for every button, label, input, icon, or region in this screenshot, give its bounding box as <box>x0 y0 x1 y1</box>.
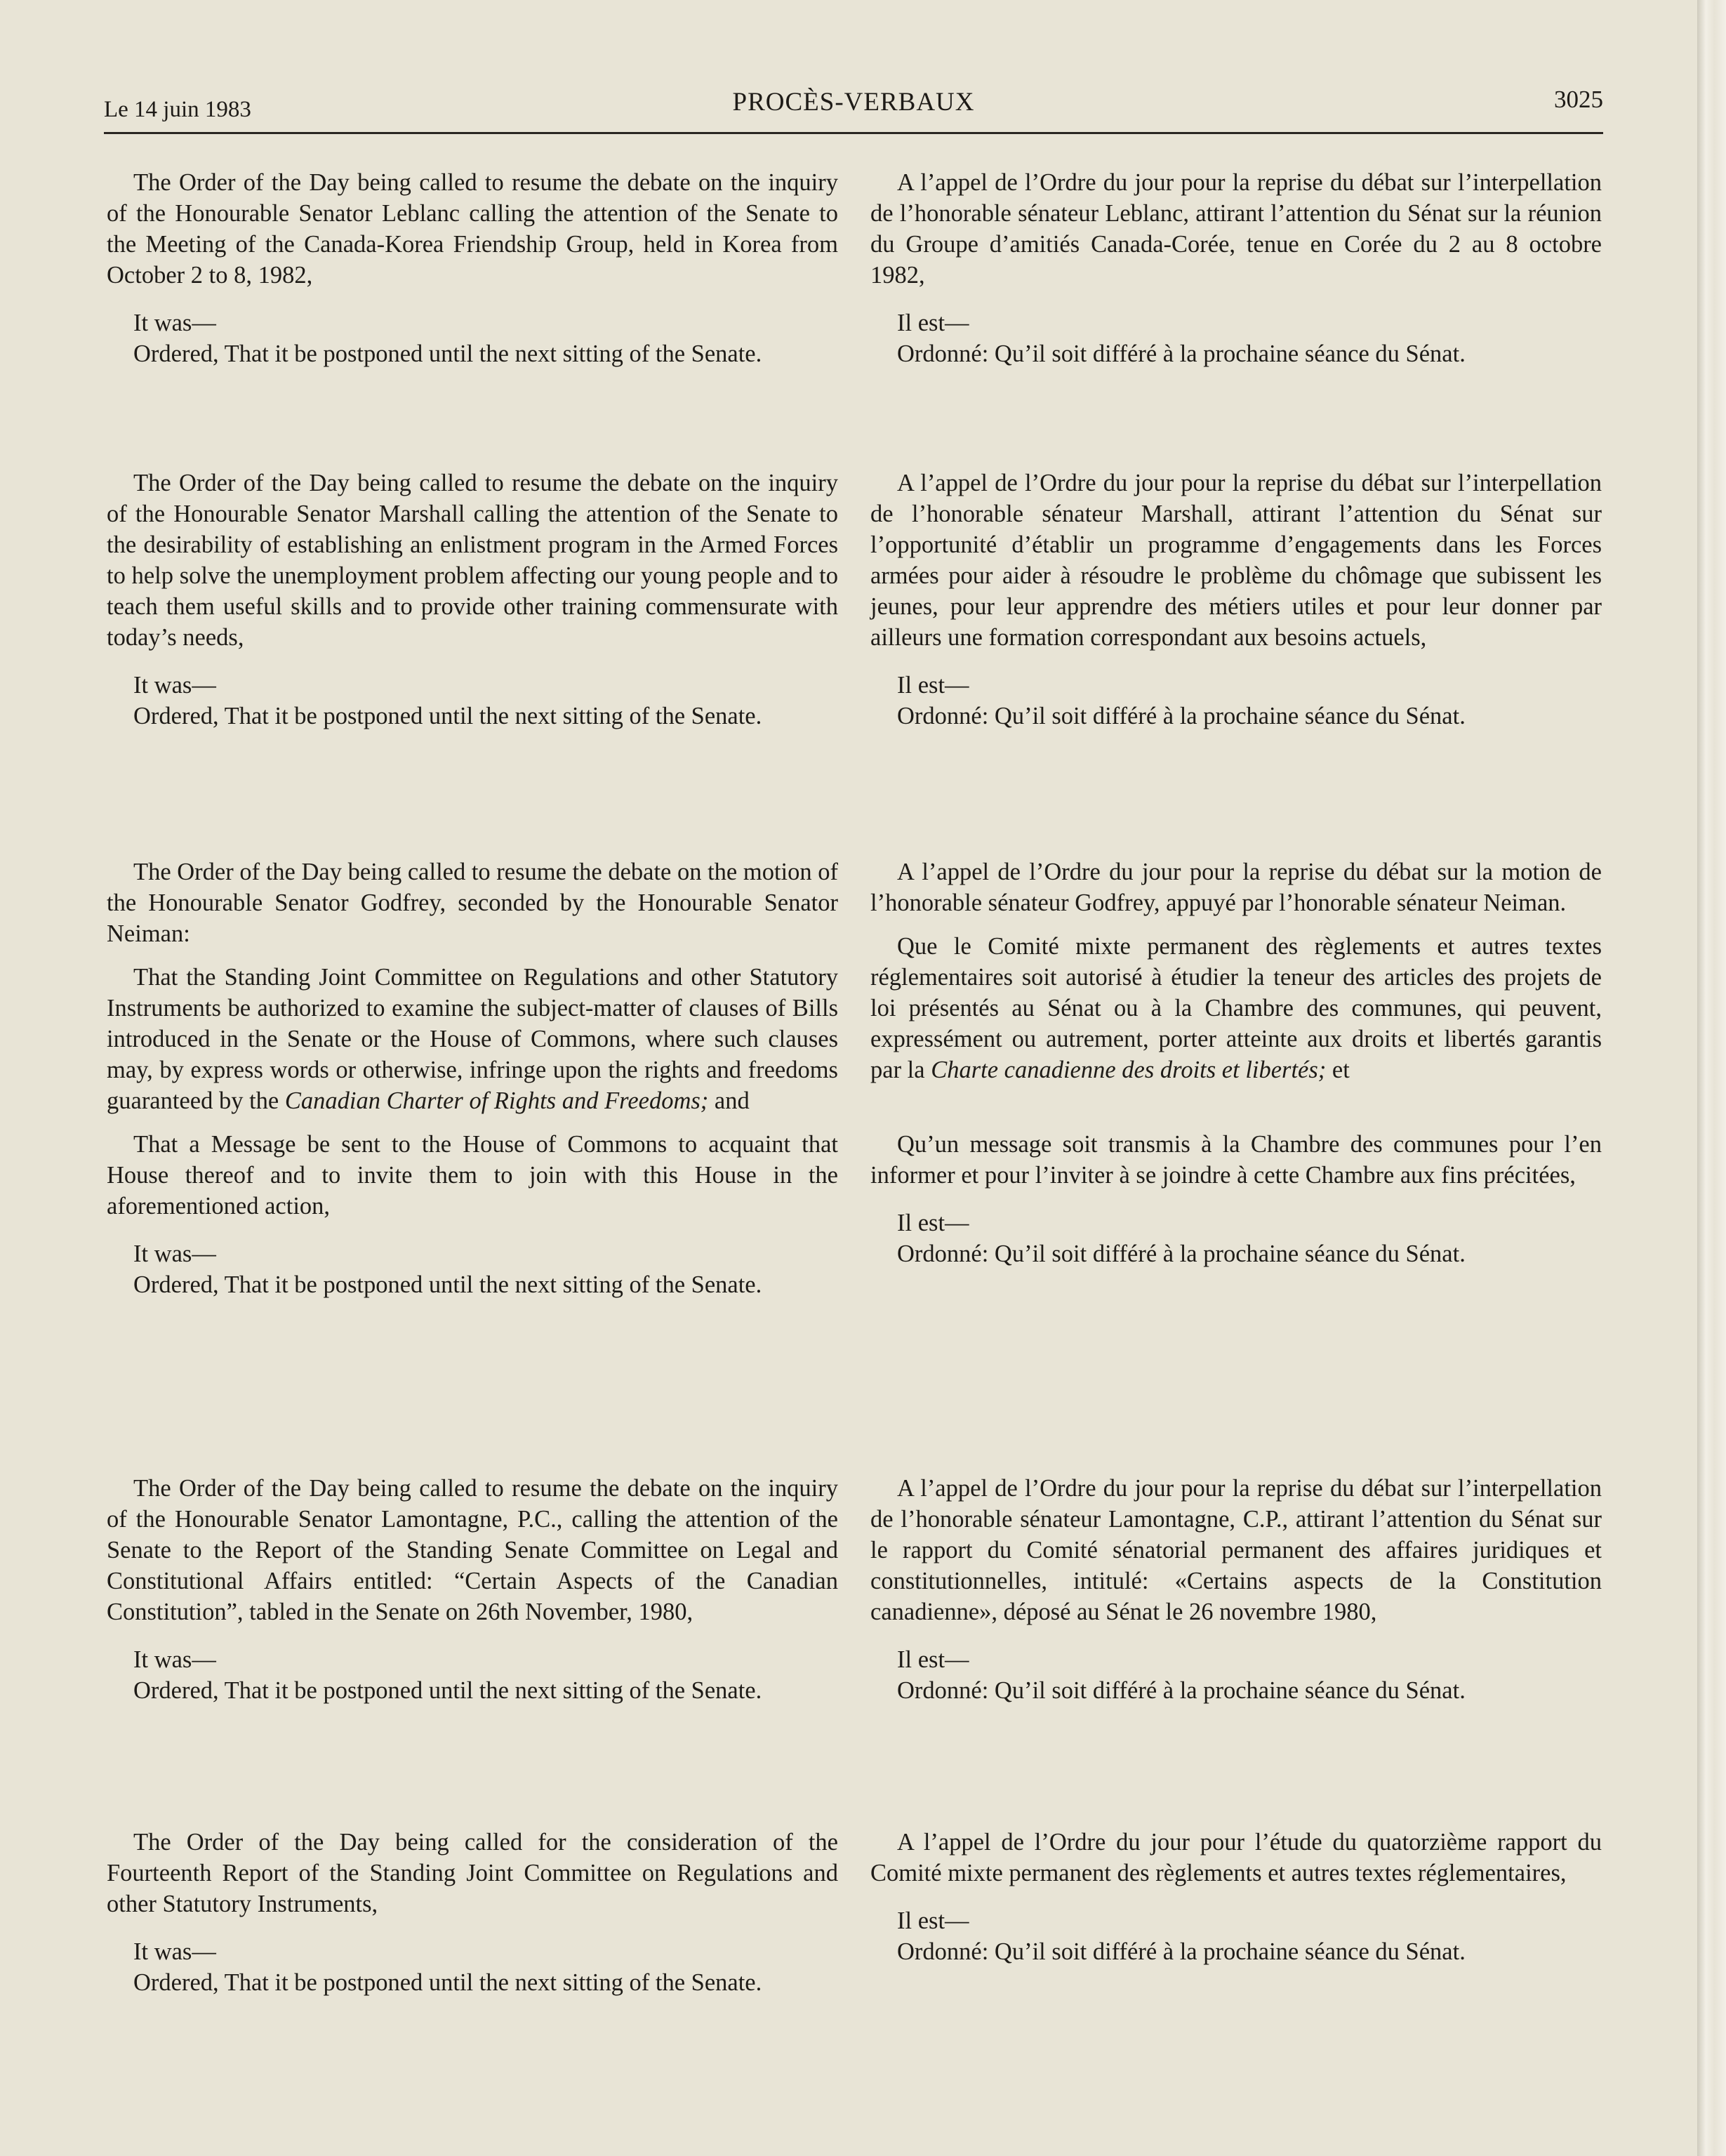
entry-resolution <box>107 670 838 732</box>
it-was-label: It was— <box>133 1241 216 1267</box>
entry-resolution <box>107 1936 838 1998</box>
ordonne-text: Ordonné: Qu’il soit différé à la prochaine séance du Sénat. <box>897 340 1466 367</box>
motion-paragraph-1: Que le Comité mixte permanent des règlements et autres textes réglementaires soit autorisé à étudier la teneur des articles des projets de loi présentés au Sénat ou à la Chambre des communes, qui peuvent, expressément ou autrement, porter atteinte aux droits et libertés garantis par la Charte canadienne des droits et libertés; et <box>870 933 1602 1083</box>
ordered-text: Ordered, That it be postponed until the next sitting of the Senate. <box>133 1677 762 1704</box>
il-est-label: Il est— <box>897 310 969 336</box>
ordonne-text: Ordonné: Qu’il soit différé à la prochaine séance du Sénat. <box>897 1677 1466 1704</box>
entry-leblanc-en <box>107 167 838 369</box>
ordonne-text: Ordonné: Qu’il soit différé à la prochaine séance du Sénat. <box>897 1241 1466 1267</box>
motion-paragraph-2: Qu’un message soit transmis à la Chambre des communes pour l’en informer et pour l’inviter à se joindre à cette Chambre aux fins précitées, <box>870 1131 1602 1189</box>
entry-intro: A l’appel de l’Ordre du jour pour la reprise du débat sur l’interpellation de l’honorable sénateur Marshall, attirant l’attention du Sénat sur l’opportunité d’établir un programme d’engagements dans les Forces armées pour aider à résoudre le problème du chômage que subissent les jeunes, pour leur apprendre des métiers utiles et pour leur donner par ailleurs une formation correspondant aux besoins actuels, <box>870 470 1602 651</box>
il-est-label: Il est— <box>897 672 969 699</box>
it-was-label: It was— <box>133 672 216 699</box>
entry-intro: The Order of the Day being called to resume the debate on the motion of the Honourable Senator Godfrey, seconded by the Honourable Senator Neiman: <box>107 859 838 947</box>
ordonne-text: Ordonné: Qu’il soit différé à la prochaine séance du Sénat. <box>897 1938 1466 1965</box>
entry-marshall-fr <box>870 468 1602 732</box>
entry-intro: A l’appel de l’Ordre du jour pour la reprise du débat sur l’interpellation de l’honorable sénateur Leblanc, attirant l’attention du Sénat sur la réunion du Groupe d’amitiés Canada-Corée, tenue en Corée du 2 au 8 octobre 1982, <box>870 169 1602 289</box>
ordered-text: Ordered, That it be postponed until the next sitting of the Senate. <box>133 1271 762 1298</box>
it-was-label: It was— <box>133 1938 216 1965</box>
entry-resolution <box>870 1905 1602 1967</box>
page-header <box>104 83 1603 134</box>
page-number: 3025 <box>1554 86 1603 113</box>
entry-resolution <box>107 1238 838 1300</box>
entry-godfrey-en <box>107 857 838 1300</box>
entry-lamontagne-fr <box>870 1473 1602 1706</box>
entry-intro: The Order of the Day being called to resume the debate on the inquiry of the Honourable Senator Leblanc calling the attention of the Senate to the Meeting of the Canada-Korea Friendship Group, held in Korea from October 2 to 8, 1982, <box>107 169 838 289</box>
page-stack-edge <box>1697 0 1726 2156</box>
ordonne-text: Ordonné: Qu’il soit différé à la prochaine séance du Sénat. <box>897 703 1466 729</box>
entry-fourteenth-report-en <box>107 1827 838 1998</box>
il-est-label: Il est— <box>897 1646 969 1673</box>
entry-resolution <box>107 307 838 369</box>
entry-godfrey-fr <box>870 857 1602 1269</box>
motion-paragraph-1: That the Standing Joint Committee on Regulations and other Statutory Instruments be authorized to examine the subject-matter of clauses of Bills introduced in the Senate or the House of Commons, where such clauses may, by express words or otherwise, infringe upon the rights and freedoms guaranteed by the Canadian Charter of Rights and Freedoms; and <box>107 964 838 1114</box>
motion-paragraph-2: That a Message be sent to the House of Commons to acquaint that House thereof and to invite them to join with this House in the aforementioned action, <box>107 1131 838 1219</box>
entry-leblanc-fr <box>870 167 1602 369</box>
entry-resolution <box>870 670 1602 732</box>
ordered-text: Ordered, That it be postponed until the next sitting of the Senate. <box>133 1969 762 1996</box>
entry-intro: The Order of the Day being called to resume the debate on the inquiry of the Honourable Senator Lamontagne, P.C., calling the attention of the Senate to the Report of the Standing Senate Committee on Legal and Constitutional Affairs entitled: “Certain Aspects of the Canadian Constitution”, tabled in the Senate on 26th November, 1980, <box>107 1475 838 1625</box>
entry-fourteenth-report-fr <box>870 1827 1602 1967</box>
il-est-label: Il est— <box>897 1210 969 1236</box>
il-est-label: Il est— <box>897 1907 969 1934</box>
entry-resolution <box>870 307 1602 369</box>
header-date: Le 14 juin 1983 <box>104 97 251 122</box>
entry-intro: A l’appel de l’Ordre du jour pour l’étude du quatorzième rapport du Comité mixte permanent des règlements et autres textes réglementaires, <box>870 1829 1602 1886</box>
entry-intro: The Order of the Day being called to resume the debate on the inquiry of the Honourable Senator Marshall calling the attention of the Senate to the desirability of establishing an enlistment program in the Armed Forces to help solve the unemployment problem affecting our young people and to teach them useful skills and to provide other training commensurate with today’s needs, <box>107 470 838 651</box>
entry-resolution <box>870 1208 1602 1269</box>
ordered-text: Ordered, That it be postponed until the next sitting of the Senate. <box>133 703 762 729</box>
it-was-label: It was— <box>133 310 216 336</box>
entry-resolution <box>870 1644 1602 1706</box>
entry-intro: A l’appel de l’Ordre du jour pour la reprise du débat sur la motion de l’honorable sénateur Godfrey, appuyé par l’honorable sénateur Neiman. <box>870 859 1602 916</box>
header-title: PROCÈS-VERBAUX <box>732 88 975 117</box>
charter-title: Canadian Charter of Rights and Freedoms; <box>284 1087 709 1114</box>
ordered-text: Ordered, That it be postponed until the next sitting of the Senate. <box>133 340 762 367</box>
entry-intro: A l’appel de l’Ordre du jour pour la reprise du débat sur l’interpellation de l’honorable sénateur Lamontagne, C.P., attirant l’attention du Sénat sur le rapport du Comité sénatorial permanent des affaires juridiques et constitutionnelles, intitulé: «Certains aspects de la Constitution canadienne», déposé au Sénat le 26 novembre 1980, <box>870 1475 1602 1625</box>
entry-resolution <box>107 1644 838 1706</box>
charte-title: Charte canadienne des droits et libertés; <box>931 1057 1327 1083</box>
entry-intro: The Order of the Day being called for the consideration of the Fourteenth Report of the Standing Joint Committee on Regulations and other Statutory Instruments, <box>107 1829 838 1917</box>
entry-marshall-en <box>107 468 838 732</box>
it-was-label: It was— <box>133 1646 216 1673</box>
entry-lamontagne-en <box>107 1473 838 1706</box>
